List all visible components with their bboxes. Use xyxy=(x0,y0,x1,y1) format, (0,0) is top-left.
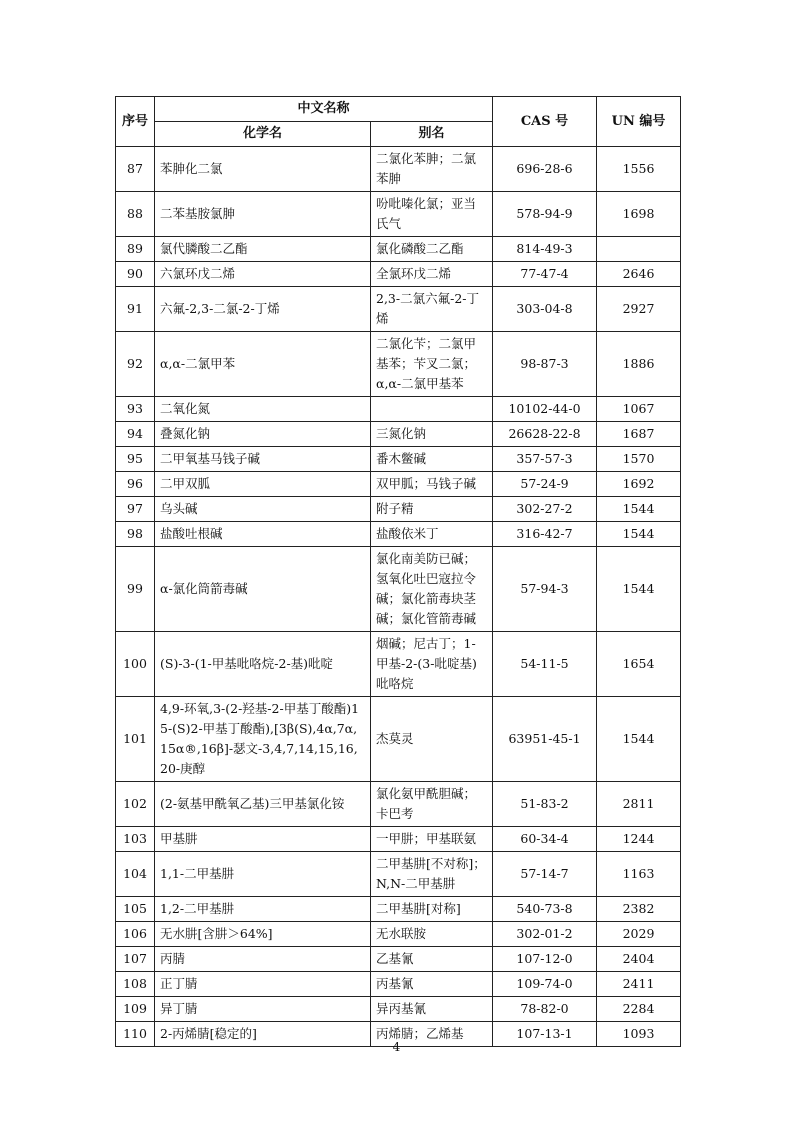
table-row xyxy=(116,397,681,422)
header-chinese-name: 中文名称 xyxy=(155,97,493,122)
chemical-name: (2-氨基甲酰氧乙基)三甲基氯化铵 xyxy=(155,782,371,827)
alias-name: 杰莫灵 xyxy=(371,697,493,782)
table-row xyxy=(116,947,681,972)
row-number: 108 xyxy=(116,972,155,997)
cas-number: 107-12-0 xyxy=(493,947,597,972)
cas-number: 303-04-8 xyxy=(493,287,597,332)
row-number: 88 xyxy=(116,192,155,237)
row-number: 105 xyxy=(116,897,155,922)
row-number: 92 xyxy=(116,332,155,397)
cas-number: 578-94-9 xyxy=(493,192,597,237)
un-number: 1544 xyxy=(597,547,681,632)
cas-number: 63951-45-1 xyxy=(493,697,597,782)
row-number: 109 xyxy=(116,997,155,1022)
cas-number: 109-74-0 xyxy=(493,972,597,997)
chemical-name: 甲基肼 xyxy=(155,827,371,852)
un-number: 1163 xyxy=(597,852,681,897)
un-number: 2927 xyxy=(597,287,681,332)
table-row xyxy=(116,522,681,547)
table-row xyxy=(116,472,681,497)
cas-number: 57-24-9 xyxy=(493,472,597,497)
cas-number: 696-28-6 xyxy=(493,147,597,192)
chemical-name: 盐酸吐根碱 xyxy=(155,522,371,547)
un-number: 1544 xyxy=(597,522,681,547)
un-number: 2411 xyxy=(597,972,681,997)
row-number: 90 xyxy=(116,262,155,287)
cas-number: 316-42-7 xyxy=(493,522,597,547)
header-chem-name: 化学名 xyxy=(155,122,371,147)
row-number: 107 xyxy=(116,947,155,972)
cas-number: 302-27-2 xyxy=(493,497,597,522)
row-number: 106 xyxy=(116,922,155,947)
chemical-name: 1,2-二甲基肼 xyxy=(155,897,371,922)
row-number: 104 xyxy=(116,852,155,897)
un-number: 2284 xyxy=(597,997,681,1022)
row-number: 91 xyxy=(116,287,155,332)
un-number: 1544 xyxy=(597,697,681,782)
alias-name: 2,3-二氯六氟-2-丁烯 xyxy=(371,287,493,332)
un-number: 2382 xyxy=(597,897,681,922)
row-number: 93 xyxy=(116,397,155,422)
table-row xyxy=(116,332,681,397)
alias-name: 三氮化钠 xyxy=(371,422,493,447)
row-number: 95 xyxy=(116,447,155,472)
row-number: 94 xyxy=(116,422,155,447)
table-row xyxy=(116,852,681,897)
alias-name: 二甲基肼[对称] xyxy=(371,897,493,922)
table-row xyxy=(116,827,681,852)
cas-number: 57-94-3 xyxy=(493,547,597,632)
alias-name: 氯化磷酸二乙酯 xyxy=(371,237,493,262)
chemical-name: 氯代膦酸二乙酯 xyxy=(155,237,371,262)
un-number: 1544 xyxy=(597,497,681,522)
un-number: 1698 xyxy=(597,192,681,237)
chemical-name: 六氯环戊二烯 xyxy=(155,262,371,287)
table-row xyxy=(116,922,681,947)
alias-name: 双甲胍；马钱子碱 xyxy=(371,472,493,497)
un-number: 2811 xyxy=(597,782,681,827)
table-row xyxy=(116,632,681,697)
row-number: 110 xyxy=(116,1022,155,1047)
alias-name: 吩吡嗪化氯；亚当氏气 xyxy=(371,192,493,237)
alias-name: 番木鳖碱 xyxy=(371,447,493,472)
cas-number: 98-87-3 xyxy=(493,332,597,397)
chemical-name: α-氯化筒箭毒碱 xyxy=(155,547,371,632)
alias-name: 丙基氰 xyxy=(371,972,493,997)
chemical-name: (S)-3-(1-甲基吡咯烷-2-基)吡啶 xyxy=(155,632,371,697)
cas-number: 78-82-0 xyxy=(493,997,597,1022)
header-seq: 序号 xyxy=(116,97,155,147)
un-number: 2404 xyxy=(597,947,681,972)
header-alias: 别名 xyxy=(371,122,493,147)
cas-number: 814-49-3 xyxy=(493,237,597,262)
table-row xyxy=(116,997,681,1022)
cas-number: 57-14-7 xyxy=(493,852,597,897)
table-row xyxy=(116,147,681,192)
cas-number: 357-57-3 xyxy=(493,447,597,472)
table-row xyxy=(116,497,681,522)
alias-name: 氯化南美防已碱；氢氧化吐巴寇拉令碱；氯化箭毒块茎碱；氯化管箭毒碱 xyxy=(371,547,493,632)
un-number: 1886 xyxy=(597,332,681,397)
alias-name: 一甲肼；甲基联氨 xyxy=(371,827,493,852)
row-number: 103 xyxy=(116,827,155,852)
row-number: 101 xyxy=(116,697,155,782)
cas-number: 51-83-2 xyxy=(493,782,597,827)
table-row xyxy=(116,972,681,997)
row-number: 98 xyxy=(116,522,155,547)
chemical-name: α,α-二氯甲苯 xyxy=(155,332,371,397)
alias-name: 附子精 xyxy=(371,497,493,522)
un-number: 1570 xyxy=(597,447,681,472)
table-row xyxy=(116,262,681,287)
table-row xyxy=(116,192,681,237)
un-number: 1687 xyxy=(597,422,681,447)
chemical-name: 二甲氧基马钱子碱 xyxy=(155,447,371,472)
table-row xyxy=(116,237,681,262)
chemical-table xyxy=(115,96,681,1047)
chemical-name: 2-丙烯腈[稳定的] xyxy=(155,1022,371,1047)
cas-number: 302-01-2 xyxy=(493,922,597,947)
chemical-name: 乌头碱 xyxy=(155,497,371,522)
un-number: 1556 xyxy=(597,147,681,192)
row-number: 100 xyxy=(116,632,155,697)
alias-name: 二甲基肼[不对称]；N,N-二甲基肼 xyxy=(371,852,493,897)
row-number: 102 xyxy=(116,782,155,827)
alias-name: 盐酸依米丁 xyxy=(371,522,493,547)
chemical-name: 正丁腈 xyxy=(155,972,371,997)
chemical-name: 苯胂化二氯 xyxy=(155,147,371,192)
chemical-name: 无水肼[含肼＞64%] xyxy=(155,922,371,947)
cas-number: 107-13-1 xyxy=(493,1022,597,1047)
alias-name: 氯化氨甲酰胆碱；卡巴考 xyxy=(371,782,493,827)
row-number: 87 xyxy=(116,147,155,192)
row-number: 89 xyxy=(116,237,155,262)
chemical-name: 二甲双胍 xyxy=(155,472,371,497)
alias-name: 无水联胺 xyxy=(371,922,493,947)
table-row xyxy=(116,287,681,332)
table-row xyxy=(116,547,681,632)
cas-number: 10102-44-0 xyxy=(493,397,597,422)
alias-name: 乙基氰 xyxy=(371,947,493,972)
table-row xyxy=(116,422,681,447)
table-row xyxy=(116,697,681,782)
alias-name: 二氯化苯胂；二氯苯胂 xyxy=(371,147,493,192)
alias-name xyxy=(371,397,493,422)
table-row xyxy=(116,782,681,827)
un-number: 1244 xyxy=(597,827,681,852)
alias-name: 烟碱；尼古丁；1-甲基-2-(3-吡啶基)吡咯烷 xyxy=(371,632,493,697)
alias-name: 二氯化苄；二氯甲基苯；苄叉二氯；α,α-二氯甲基苯 xyxy=(371,332,493,397)
un-number: 2646 xyxy=(597,262,681,287)
chemical-name: 二氧化氮 xyxy=(155,397,371,422)
header-un: UN 编号 xyxy=(597,97,681,147)
cas-number: 26628-22-8 xyxy=(493,422,597,447)
table-row xyxy=(116,447,681,472)
chemical-name: 4,9-环氧,3-(2-羟基-2-甲基丁酸酯)15-(S)2-甲基丁酸酯),[3β(S),4α,7α,15α®,16β]-瑟文-3,4,7,14,15,16,20-庚醇 xyxy=(155,697,371,782)
table-row xyxy=(116,897,681,922)
cas-number: 540-73-8 xyxy=(493,897,597,922)
un-number: 1654 xyxy=(597,632,681,697)
chemical-name: 异丁腈 xyxy=(155,997,371,1022)
chemical-name: 六氟-2,3-二氯-2-丁烯 xyxy=(155,287,371,332)
alias-name: 异丙基氰 xyxy=(371,997,493,1022)
cas-number: 77-47-4 xyxy=(493,262,597,287)
chemical-name: 二苯基胺氯胂 xyxy=(155,192,371,237)
un-number xyxy=(597,237,681,262)
chemical-name: 丙腈 xyxy=(155,947,371,972)
row-number: 99 xyxy=(116,547,155,632)
cas-number: 54-11-5 xyxy=(493,632,597,697)
row-number: 96 xyxy=(116,472,155,497)
row-number: 97 xyxy=(116,497,155,522)
alias-name: 丙烯腈；乙烯基 xyxy=(371,1022,493,1047)
un-number: 1067 xyxy=(597,397,681,422)
alias-name: 全氯环戊二烯 xyxy=(371,262,493,287)
un-number: 1692 xyxy=(597,472,681,497)
cas-number: 60-34-4 xyxy=(493,827,597,852)
chemical-name: 叠氮化钠 xyxy=(155,422,371,447)
chemical-name: 1,1-二甲基肼 xyxy=(155,852,371,897)
un-number: 2029 xyxy=(597,922,681,947)
un-number: 1093 xyxy=(597,1022,681,1047)
page-number: 4 xyxy=(392,1040,401,1054)
header-cas: CAS 号 xyxy=(493,97,597,147)
